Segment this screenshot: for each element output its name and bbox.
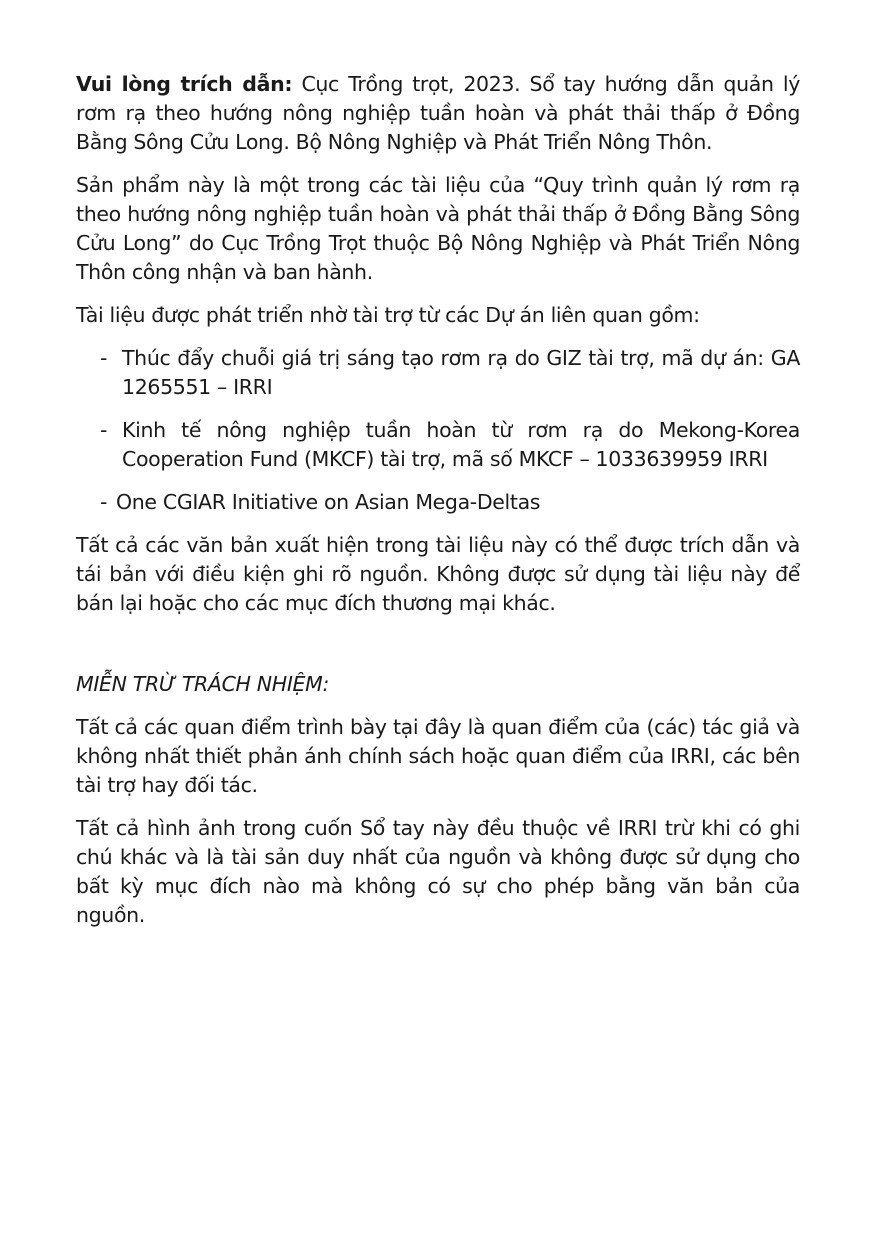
citation-paragraph — [76, 70, 800, 157]
citation-lead: Vui lòng trích dẫn: — [76, 72, 293, 96]
product-statement: Sản phẩm này là một trong các tài liệu của “Quy trình quản lý rơm rạ theo hướng nông nghiệp tuần hoàn và phát thải thấp ở Đồng Bằng Sông Cửu Long” do Cục Trồng Trọt thuộc Bộ Nông Nghiệp và Phát Triển Nông Thôn công nhận và ban hành. — [76, 173, 800, 284]
citation-text: Cục Trồng trọt, 2023. Sổ tay hướng dẫn quản lý rơm rạ theo hướng nông nghiệp tuần hoàn và phát thải thấp ở Đồng Bằng Sông Cửu Long. Bộ Nông Nghiệp và Phát Triển Nông Thôn. — [76, 72, 800, 154]
list-dash: - — [100, 490, 108, 514]
funding-intro: Tài liệu được phát triển nhờ tài trợ từ các Dự án liên quan gồm: — [76, 303, 700, 327]
project-text: Kinh tế nông nghiệp tuần hoàn từ rơm rạ do Mekong-Korea Cooperation Fund (MKCF) tài trợ, mã số MKCF – 1033639959 IRRI — [122, 418, 800, 471]
project-text: Thúc đẩy chuỗi giá trị sáng tạo rơm rạ do GIZ tài trợ, mã dự án: GA 1265551 – IRRI — [122, 346, 800, 399]
list-item — [76, 344, 800, 402]
list-dash: - — [100, 346, 108, 370]
disclaimer-paragraph-2: Tất cả hình ảnh trong cuốn Sổ tay này đều thuộc về IRRI trừ khi có ghi chú khác và là tài sản duy nhất của nguồn và không được sử dụng cho bất kỳ mục đích nào mà không có sự cho phép bằng văn bản của nguồn. — [76, 816, 800, 927]
document-page — [76, 70, 800, 944]
disclaimer-paragraph-1: Tất cả các quan điểm trình bày tại đây là quan điểm của (các) tác giả và không nhất thiết phản ánh chính sách hoặc quan điểm của IRRI, các bên tài trợ hay đối tác. — [76, 715, 800, 797]
list-item — [76, 416, 800, 474]
disclaimer-heading: MIỄN TRỪ TRÁCH NHIỆM: — [76, 672, 330, 696]
reuse-statement: Tất cả các văn bản xuất hiện trong tài liệu này có thể được trích dẫn và tái bản với điều kiện ghi rõ nguồn. Không được sử dụng tài liệu này để bán lại hoặc cho các mục đích thương mại khác. — [76, 533, 800, 615]
project-text: One CGIAR Initiative on Asian Mega-Deltas — [116, 490, 541, 514]
list-item — [76, 488, 800, 517]
list-dash: - — [100, 418, 108, 442]
project-list — [76, 344, 800, 517]
